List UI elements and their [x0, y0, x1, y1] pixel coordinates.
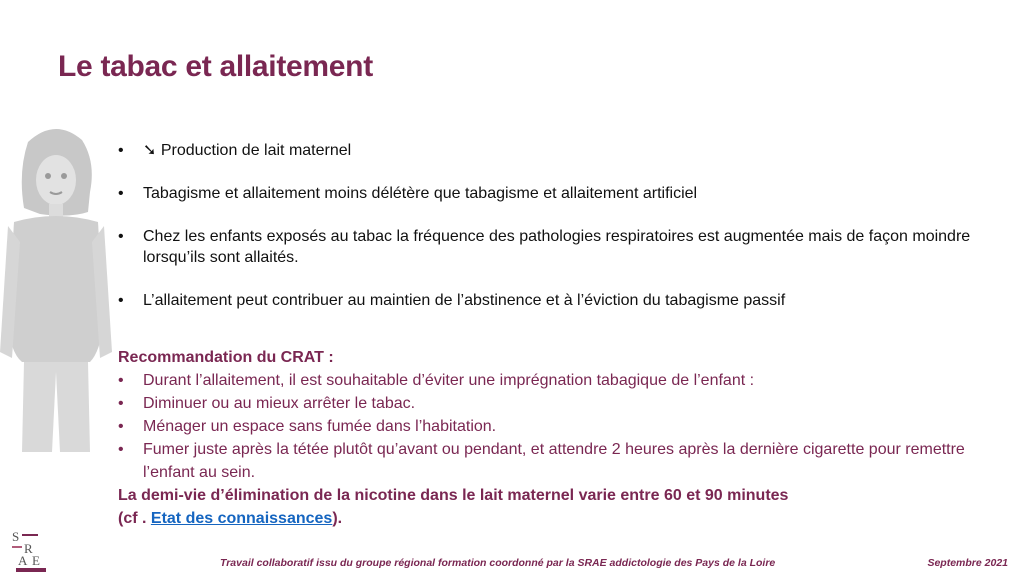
bullet-text: Chez les enfants exposés au tabac la fréquence des pathologies respiratoires est augmentée mais de façon moindre lorsqu’ils sont allaités. [143, 228, 971, 266]
bullet-text: L’allaitement peut contribuer au maintien de l’abstinence et à l’éviction du tabagisme passif [143, 292, 786, 309]
slide-title: Le tabac et allaitement [58, 50, 373, 83]
crat-recommendation [118, 346, 998, 530]
bullet-dot: • [118, 228, 124, 245]
reference-suffix: ). [332, 510, 343, 527]
crat-item [118, 392, 998, 415]
reference-prefix: (cf . [118, 510, 151, 527]
bullet-text: Tabagisme et allaitement moins délétère que tabagisme et allaitement artificiel [143, 185, 698, 202]
down-right-arrow-icon: ➘ [143, 142, 157, 159]
bullet-text: Production de lait maternel [160, 142, 352, 159]
bullet-dot: • [118, 441, 124, 458]
bullet-dot: • [118, 142, 124, 159]
footer-date: Septembre 2021 [927, 557, 1008, 569]
footer-credit: Travail collaboratif issu du groupe régional formation coordonné par la SRAE addictologie des Pays de la Loire [220, 557, 776, 569]
bullet-dot: • [118, 418, 124, 435]
crat-conclusion: La demi-vie d’élimination de la nicotine dans le lait maternel varie entre 60 et 90 minutes [118, 487, 789, 504]
crat-item [118, 438, 998, 484]
srae-logo [10, 527, 56, 573]
svg-text:E: E [32, 553, 40, 568]
woman-figure-illustration [0, 122, 112, 452]
bullet-dot: • [118, 372, 124, 389]
main-bullet-list [118, 140, 998, 311]
etat-des-connaissances-link[interactable]: Etat des connaissances [150, 510, 333, 527]
bullet-dot: • [118, 292, 124, 309]
bullet-item [118, 140, 998, 161]
bullet-item [118, 290, 998, 311]
crat-item-text: Ménager un espace sans fumée dans l’habitation. [143, 418, 497, 435]
bullet-dot: • [118, 185, 124, 202]
crat-heading: Recommandation du CRAT : [118, 349, 334, 366]
svg-text:R: R [24, 541, 33, 556]
bullet-item [118, 226, 998, 268]
svg-text:S: S [12, 529, 20, 544]
crat-item-text: Diminuer ou au mieux arrêter le tabac. [143, 395, 416, 412]
bullet-item [118, 183, 998, 204]
crat-item-text: Fumer juste après la tétée plutôt qu’avant ou pendant, et attendre 2 heures après la dernière cigarette pour remettre l’enfant au sein. [143, 441, 965, 481]
crat-reference [118, 507, 998, 530]
bullet-dot: • [118, 395, 124, 412]
svg-text:A: A [18, 553, 28, 568]
crat-item [118, 415, 998, 438]
crat-item-text: Durant l’allaitement, il est souhaitable d’éviter une imprégnation tabagique de l’enfant : [143, 372, 755, 389]
crat-item [118, 369, 998, 392]
